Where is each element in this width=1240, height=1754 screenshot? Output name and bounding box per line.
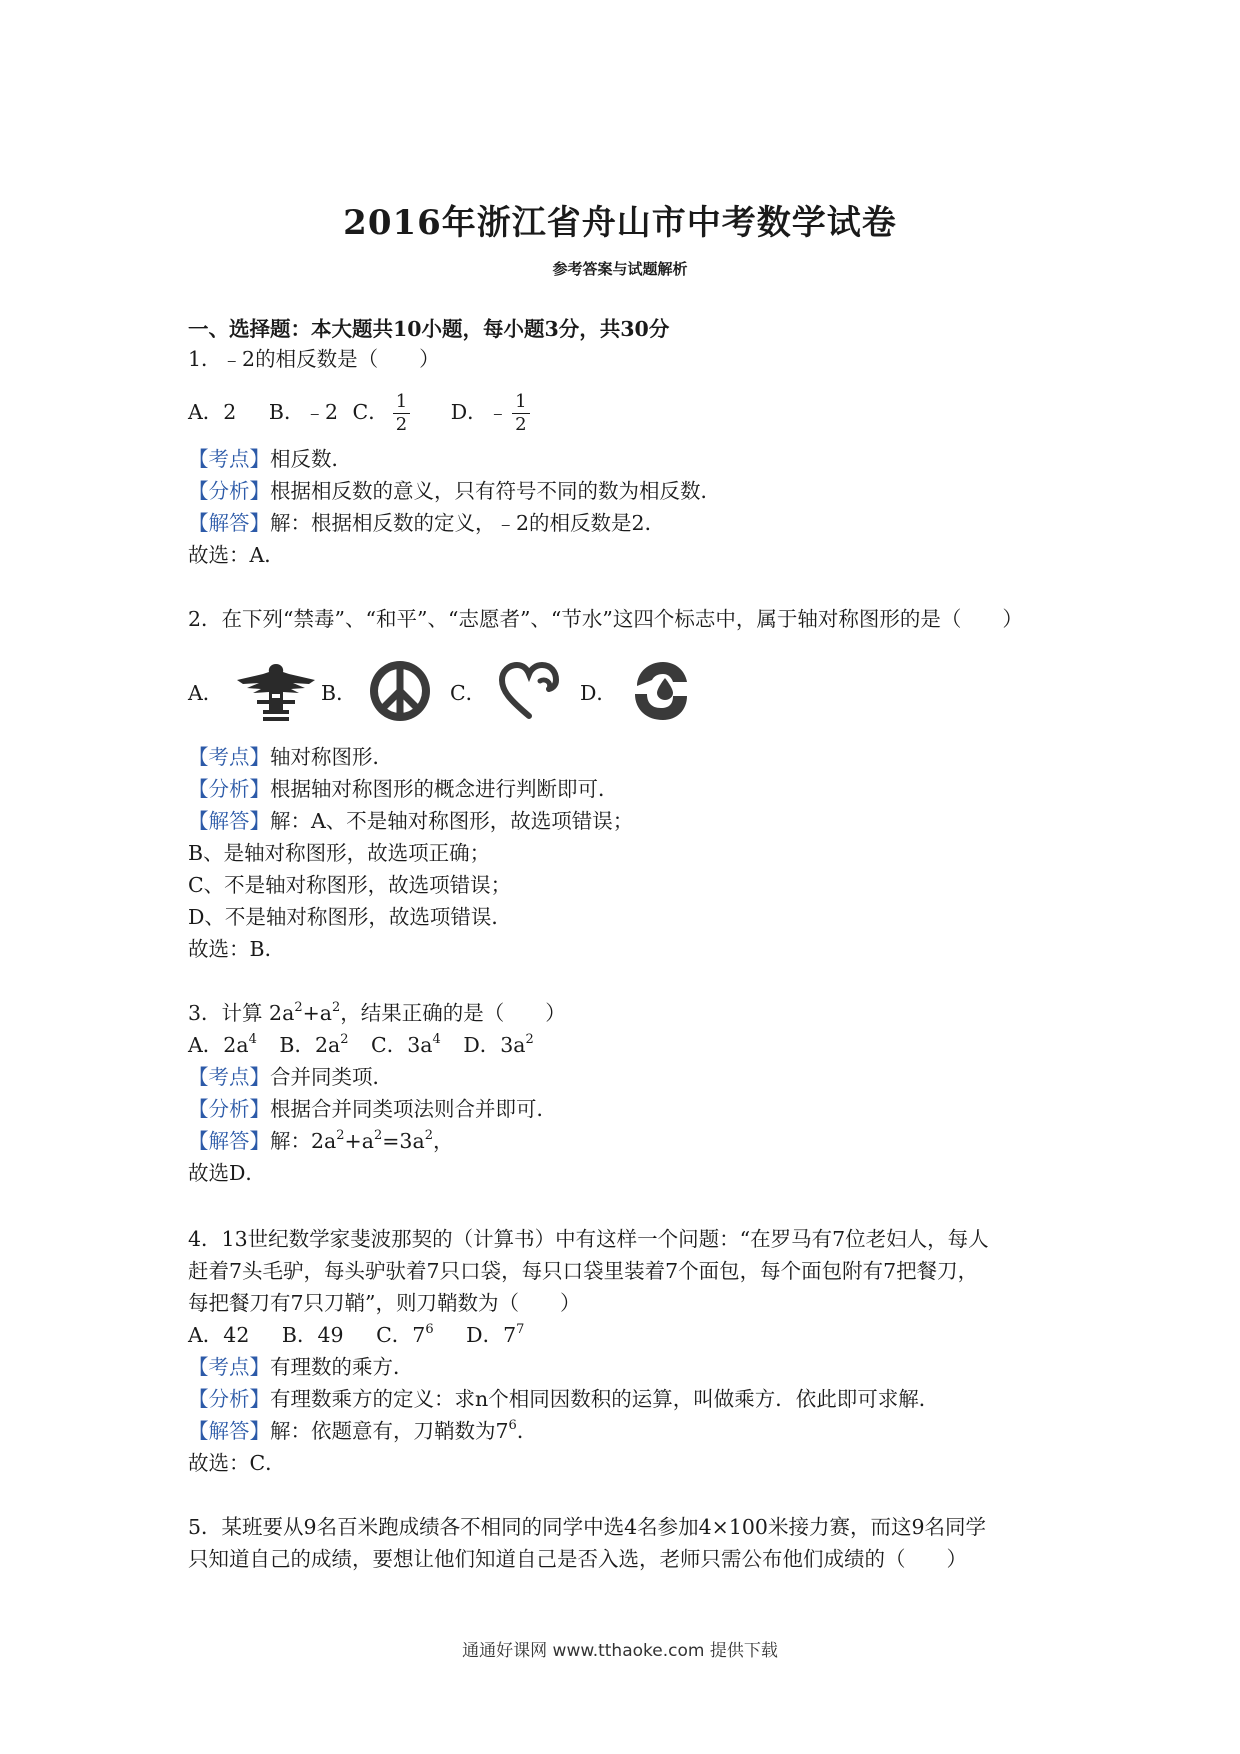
point-text: 轴对称图形． <box>270 745 393 769</box>
q2-option-d <box>580 656 693 726</box>
q5-stem-line1: 5．某班要从9名百米跑成绩各不相同的同学中选4名参加4×100米接力赛，而这9名同学 <box>188 1515 987 1539</box>
point-text: 合并同类项． <box>270 1065 393 1089</box>
q1-option-d-fraction <box>512 391 529 436</box>
q4-option-a: A．42 <box>188 1323 250 1347</box>
q3-option-c <box>371 1032 441 1058</box>
q3-answer <box>188 1128 453 1154</box>
stem-part: 3．计算 2a <box>188 1001 295 1025</box>
point-text: 相反数． <box>270 447 352 471</box>
analysis-text: 根据合并同类项法则合并即可． <box>270 1097 557 1121</box>
q2-analysis <box>188 776 619 802</box>
tag-point: 【考点】 <box>188 1065 270 1089</box>
point-text: 有理数的乘方． <box>270 1355 414 1379</box>
q2-option-a <box>188 656 319 726</box>
exponent: 2 <box>340 1032 349 1047</box>
tag-answer: 【解答】 <box>188 1419 270 1443</box>
q3-option-d <box>463 1032 533 1058</box>
exponent: 4 <box>248 1032 257 1047</box>
option-text: A．2a <box>188 1033 249 1057</box>
exponent: 6 <box>425 1322 434 1337</box>
q4-option-b: B．49 <box>281 1323 344 1347</box>
answer-part: ． <box>516 1419 538 1443</box>
q1-option-c <box>352 391 421 435</box>
answer-text: 解：根据相反数的定义，﹣2的相反数是2． <box>270 511 666 535</box>
volunteer-heart-icon <box>496 660 562 722</box>
tag-analysis: 【分析】 <box>188 1097 270 1121</box>
fraction-denominator: 2 <box>515 414 527 435</box>
anti-drug-emblem-icon <box>233 658 319 724</box>
tag-point: 【考点】 <box>188 447 270 471</box>
q1-option-c-label: C． <box>352 400 389 424</box>
q2-option-b <box>321 656 433 726</box>
section-heading: 一、选择题：本大题共10小题，每小题3分，共30分 <box>188 317 670 341</box>
option-label: D． <box>580 681 617 705</box>
q4-choose: 故选：C． <box>188 1451 286 1475</box>
option-text: C．7 <box>376 1323 426 1347</box>
q5-stem-line2: 只知道自己的成绩，要想让他们知道自己是否入选，老师只需公布他们成绩的（ ） <box>188 1547 967 1571</box>
q1-analysis <box>188 478 721 504</box>
q1-choose: 故选：A． <box>188 543 285 567</box>
answer-part: +a <box>344 1129 374 1153</box>
tag-point: 【考点】 <box>188 745 270 769</box>
fraction-denominator: 2 <box>395 414 408 435</box>
q4-answer <box>188 1418 537 1444</box>
exponent: 2 <box>424 1128 433 1143</box>
q4-options <box>188 1322 550 1348</box>
q3-point <box>188 1064 393 1090</box>
exponent: 2 <box>332 1000 341 1015</box>
tag-analysis: 【分析】 <box>188 479 270 503</box>
q4-stem-line2: 赶着7头毛驴，每头驴驮着7只口袋，每只口袋里装着7个面包，每个面包附有7把餐刀， <box>188 1259 979 1283</box>
q3-options <box>188 1032 560 1058</box>
answer-part: ， <box>432 1129 454 1153</box>
q4-option-c <box>376 1322 434 1348</box>
peace-symbol-icon <box>367 658 433 724</box>
q2-option-c <box>450 656 562 726</box>
stem-part: ，结果正确的是（ ） <box>340 1001 566 1025</box>
q4-analysis <box>188 1386 939 1412</box>
tag-answer: 【解答】 <box>188 511 270 535</box>
q1-option-d-label: D．﹣ <box>450 400 509 424</box>
q4-stem-line1: 4．13世纪数学家斐波那契的（计算书）中有这样一个问题：“在罗马有7位老妇人，每人 <box>188 1227 989 1251</box>
q2-line-c: C、不是轴对称图形，故选项错误； <box>188 873 512 897</box>
q2-answer <box>188 808 633 834</box>
q3-option-b <box>279 1032 348 1058</box>
q2-line-b: B、是轴对称图形，故选项正确； <box>188 841 491 865</box>
q1-option-b: B．﹣2 <box>268 400 338 424</box>
q1-point <box>188 446 352 472</box>
exponent: 4 <box>432 1032 441 1047</box>
option-text: B．2a <box>279 1033 341 1057</box>
exponent: 6 <box>508 1418 517 1433</box>
option-label: A． <box>188 681 224 705</box>
tag-point: 【考点】 <box>188 1355 270 1379</box>
q1-answer <box>188 510 665 536</box>
q2-line-d: D、不是轴对称图形，故选项错误． <box>188 905 512 929</box>
answer-part: 解：依题意有，刀鞘数为7 <box>270 1419 509 1443</box>
page-title: 2016年浙江省舟山市中考数学试卷 <box>343 203 897 243</box>
q4-option-d <box>466 1322 524 1348</box>
analysis-text: 根据轴对称图形的概念进行判断即可． <box>270 777 619 801</box>
q1-option-a: A．2 <box>188 400 237 424</box>
q2-choose: 故选：B． <box>188 937 286 961</box>
analysis-text: 有理数乘方的定义：求n个相同因数积的运算，叫做乘方．依此即可求解． <box>270 1387 940 1411</box>
q1-option-c-fraction <box>393 391 410 436</box>
fraction-numerator: 1 <box>512 391 529 414</box>
exponent: 7 <box>516 1322 525 1337</box>
q4-point <box>188 1354 414 1380</box>
page-footer: 通通好课网 www.tthaoke.com 提供下载 <box>462 1641 778 1661</box>
q3-choose: 故选D． <box>188 1161 266 1185</box>
tag-answer: 【解答】 <box>188 809 270 833</box>
answer-part: =3a <box>382 1129 425 1153</box>
tag-analysis: 【分析】 <box>188 1387 270 1411</box>
tag-analysis: 【分析】 <box>188 777 270 801</box>
analysis-text: 根据相反数的意义，只有符号不同的数为相反数． <box>270 479 721 503</box>
option-label: C． <box>450 681 487 705</box>
q2-stem: 2．在下列“禁毒”、“和平”、“志愿者”、“节水”这四个标志中，属于轴对称图形的是（ ） <box>188 607 1023 631</box>
answer-text: 解：A、不是轴对称图形，故选项错误； <box>270 809 634 833</box>
stem-part: +a <box>302 1001 333 1025</box>
exponent: 2 <box>525 1032 534 1047</box>
option-text: D．3a <box>463 1033 526 1057</box>
q1-option-d <box>450 391 534 435</box>
option-text: C．3a <box>371 1033 433 1057</box>
q2-options <box>188 656 808 726</box>
q4-stem-line3: 每把餐刀有7只刀鞘”，则刀鞘数为（ ） <box>188 1291 581 1315</box>
answer-part: 解：2a <box>270 1129 337 1153</box>
fraction-numerator: 1 <box>393 391 410 414</box>
page-subtitle: 参考答案与试题解析 <box>552 260 688 278</box>
q3-option-a <box>188 1032 257 1058</box>
exponent: 2 <box>373 1128 383 1143</box>
option-label: B． <box>321 681 357 705</box>
q3-analysis <box>188 1096 557 1122</box>
tag-answer: 【解答】 <box>188 1129 270 1153</box>
q3-stem <box>188 1000 566 1026</box>
exponent: 2 <box>336 1128 345 1143</box>
q1-options <box>188 386 534 438</box>
q2-point <box>188 744 393 770</box>
option-text: D．7 <box>466 1323 517 1347</box>
water-saving-icon <box>627 658 693 724</box>
q1-stem: 1．﹣2的相反数是（ ） <box>188 347 440 371</box>
exponent: 2 <box>294 1000 303 1015</box>
